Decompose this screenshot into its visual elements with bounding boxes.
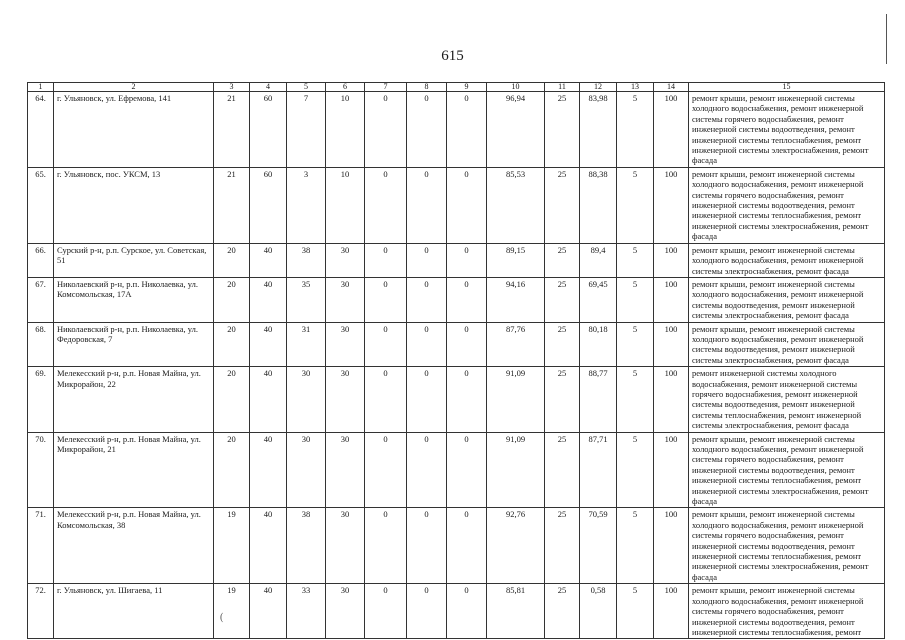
works-cell: ремонт крыши, ремонт инженерной системы холодного водоснабжения, ремонт инженерной системы горячего водоснабжения, ремонт инженерной системы водоотведения, ремонт инженерной системы теплоснабжения, ремонт инженерной системы электроснабжения, ремонт фасада — [689, 508, 885, 584]
address-cell: Мелекесский р-н, р.п. Новая Майна, ул. Микрорайон, 21 — [54, 432, 214, 508]
value-cell-c6: 30 — [326, 508, 365, 584]
value-cell-c14: 100 — [654, 277, 689, 322]
row-number-cell: 66. — [28, 243, 54, 277]
value-cell-c5: 35 — [287, 277, 326, 322]
table-row — [28, 167, 885, 243]
column-number: 1 — [28, 83, 54, 92]
value-cell-c10: 96,94 — [487, 92, 545, 168]
table-row — [28, 92, 885, 168]
row-number-cell: 65. — [28, 167, 54, 243]
value-cell-c4: 60 — [250, 92, 287, 168]
value-cell-c12: 88,77 — [580, 367, 617, 432]
value-cell-c8: 0 — [407, 243, 447, 277]
value-cell-c3: 21 — [214, 167, 250, 243]
value-cell-c13: 5 — [617, 584, 654, 639]
column-number-row — [28, 83, 885, 92]
value-cell-c12: 0,58 — [580, 584, 617, 639]
value-cell-c7: 0 — [365, 322, 407, 367]
address-cell: Мелекесский р-н, р.п. Новая Майна, ул. Микрорайон, 22 — [54, 367, 214, 432]
works-cell: ремонт крыши, ремонт инженерной системы холодного водоснабжения, ремонт инженерной системы водоотведения, ремонт инженерной системы электроснабжения, ремонт фасада — [689, 277, 885, 322]
value-cell-c10: 94,16 — [487, 277, 545, 322]
value-cell-c4: 40 — [250, 584, 287, 639]
scan-edge-mark — [886, 14, 887, 64]
column-number: 9 — [447, 83, 487, 92]
value-cell-c3: 20 — [214, 243, 250, 277]
value-cell-c10: 91,09 — [487, 367, 545, 432]
table-row — [28, 243, 885, 277]
value-cell-c12: 69,45 — [580, 277, 617, 322]
value-cell-c7: 0 — [365, 92, 407, 168]
works-cell: ремонт крыши, ремонт инженерной системы холодного водоснабжения, ремонт инженерной системы горячего водоснабжения, ремонт инженерной системы водоотведения, ремонт инженерной системы теплоснабжения, ремонт инженерной системы электроснабжения, ремонт фасада — [689, 92, 885, 168]
value-cell-c5: 38 — [287, 243, 326, 277]
column-number: 7 — [365, 83, 407, 92]
column-number: 8 — [407, 83, 447, 92]
value-cell-c8: 0 — [407, 322, 447, 367]
column-number: 11 — [545, 83, 580, 92]
table-row — [28, 322, 885, 367]
row-number-cell: 69. — [28, 367, 54, 432]
address-cell: Мелекесский р-н, р.п. Новая Майна, ул. Комсомольская, 38 — [54, 508, 214, 584]
value-cell-c8: 0 — [407, 167, 447, 243]
row-number-cell: 67. — [28, 277, 54, 322]
value-cell-c13: 5 — [617, 243, 654, 277]
value-cell-c7: 0 — [365, 584, 407, 639]
value-cell-c8: 0 — [407, 432, 447, 508]
value-cell-c9: 0 — [447, 367, 487, 432]
value-cell-c13: 5 — [617, 167, 654, 243]
value-cell-c10: 85,53 — [487, 167, 545, 243]
row-number-cell: 70. — [28, 432, 54, 508]
value-cell-c12: 70,59 — [580, 508, 617, 584]
address-cell: Сурский р-н, р.п. Сурское, ул. Советская, 51 — [54, 243, 214, 277]
works-cell: ремонт крыши, ремонт инженерной системы холодного водоснабжения, ремонт инженерной системы водоотведения, ремонт инженерной системы электроснабжения, ремонт фасада — [689, 322, 885, 367]
table-row — [28, 277, 885, 322]
column-number: 15 — [689, 83, 885, 92]
value-cell-c13: 5 — [617, 92, 654, 168]
address-cell: г. Ульяновск, ул. Шигаева, 11 — [54, 584, 214, 639]
row-number-cell: 68. — [28, 322, 54, 367]
value-cell-c7: 0 — [365, 167, 407, 243]
table-row — [28, 367, 885, 432]
value-cell-c12: 83,98 — [580, 92, 617, 168]
value-cell-c3: 21 — [214, 92, 250, 168]
value-cell-c14: 100 — [654, 367, 689, 432]
value-cell-c4: 40 — [250, 508, 287, 584]
works-cell: ремонт крыши, ремонт инженерной системы холодного водоснабжения, ремонт инженерной системы горячего водоснабжения, ремонт инженерной системы водоотведения, ремонт инженерной системы теплоснабжения, ремонт инженерной системы электроснабжения, ремонт фасада — [689, 432, 885, 508]
value-cell-c11: 25 — [545, 92, 580, 168]
value-cell-c11: 25 — [545, 322, 580, 367]
value-cell-c13: 5 — [617, 277, 654, 322]
value-cell-c7: 0 — [365, 508, 407, 584]
value-cell-c7: 0 — [365, 432, 407, 508]
value-cell-c9: 0 — [447, 92, 487, 168]
value-cell-c3: 20 — [214, 277, 250, 322]
value-cell-c9: 0 — [447, 277, 487, 322]
value-cell-c12: 88,38 — [580, 167, 617, 243]
table-row — [28, 432, 885, 508]
value-cell-c5: 7 — [287, 92, 326, 168]
value-cell-c6: 30 — [326, 243, 365, 277]
column-number: 3 — [214, 83, 250, 92]
value-cell-c7: 0 — [365, 277, 407, 322]
table-row — [28, 584, 885, 639]
value-cell-c7: 0 — [365, 367, 407, 432]
column-number: 5 — [287, 83, 326, 92]
value-cell-c13: 5 — [617, 322, 654, 367]
page-number: 615 — [441, 48, 464, 64]
value-cell-c13: 5 — [617, 508, 654, 584]
value-cell-c4: 40 — [250, 367, 287, 432]
value-cell-c5: 3 — [287, 167, 326, 243]
value-cell-c6: 30 — [326, 367, 365, 432]
column-number: 14 — [654, 83, 689, 92]
table-row — [28, 508, 885, 584]
works-cell: ремонт крыши, ремонт инженерной системы холодного водоснабжения, ремонт инженерной системы горячего водоснабжения, ремонт инженерной системы водоотведения, ремонт инженерной системы теплоснабжения, ремонт — [689, 584, 885, 639]
value-cell-c4: 40 — [250, 243, 287, 277]
value-cell-c3: 19 — [214, 508, 250, 584]
column-number: 13 — [617, 83, 654, 92]
address-cell: г. Ульяновск, ул. Ефремова, 141 — [54, 92, 214, 168]
value-cell-c8: 0 — [407, 277, 447, 322]
scan-mark: ( — [220, 612, 224, 623]
value-cell-c8: 0 — [407, 92, 447, 168]
value-cell-c10: 91,09 — [487, 432, 545, 508]
value-cell-c11: 25 — [545, 432, 580, 508]
value-cell-c5: 31 — [287, 322, 326, 367]
works-cell: ремонт крыши, ремонт инженерной системы холодного водоснабжения, ремонт инженерной системы электроснабжения, ремонт фасада — [689, 243, 885, 277]
value-cell-c14: 100 — [654, 322, 689, 367]
value-cell-c5: 30 — [287, 432, 326, 508]
value-cell-c3: 19 — [214, 584, 250, 639]
address-cell: Николаевский р-н, р.п. Николаевка, ул. Комсомольская, 17А — [54, 277, 214, 322]
value-cell-c6: 10 — [326, 92, 365, 168]
value-cell-c9: 0 — [447, 508, 487, 584]
value-cell-c14: 100 — [654, 508, 689, 584]
value-cell-c14: 100 — [654, 167, 689, 243]
value-cell-c11: 25 — [545, 167, 580, 243]
column-number: 6 — [326, 83, 365, 92]
value-cell-c5: 30 — [287, 367, 326, 432]
value-cell-c12: 89,4 — [580, 243, 617, 277]
value-cell-c7: 0 — [365, 243, 407, 277]
value-cell-c10: 89,15 — [487, 243, 545, 277]
value-cell-c3: 20 — [214, 432, 250, 508]
value-cell-c6: 10 — [326, 167, 365, 243]
value-cell-c9: 0 — [447, 322, 487, 367]
value-cell-c6: 30 — [326, 322, 365, 367]
value-cell-c5: 38 — [287, 508, 326, 584]
value-cell-c9: 0 — [447, 167, 487, 243]
value-cell-c6: 30 — [326, 277, 365, 322]
value-cell-c4: 40 — [250, 432, 287, 508]
value-cell-c10: 92,76 — [487, 508, 545, 584]
value-cell-c9: 0 — [447, 243, 487, 277]
value-cell-c13: 5 — [617, 432, 654, 508]
column-number: 10 — [487, 83, 545, 92]
value-cell-c8: 0 — [407, 508, 447, 584]
value-cell-c3: 20 — [214, 322, 250, 367]
column-number: 12 — [580, 83, 617, 92]
value-cell-c14: 100 — [654, 243, 689, 277]
column-number: 4 — [250, 83, 287, 92]
value-cell-c11: 25 — [545, 243, 580, 277]
address-cell: Николаевский р-н, р.п. Николаевка, ул. Федоровская, 7 — [54, 322, 214, 367]
value-cell-c14: 100 — [654, 92, 689, 168]
value-cell-c11: 25 — [545, 277, 580, 322]
value-cell-c12: 80,18 — [580, 322, 617, 367]
value-cell-c4: 40 — [250, 277, 287, 322]
value-cell-c9: 0 — [447, 432, 487, 508]
row-number-cell: 64. — [28, 92, 54, 168]
value-cell-c11: 25 — [545, 508, 580, 584]
repair-program-table — [27, 82, 885, 639]
value-cell-c10: 85,81 — [487, 584, 545, 639]
value-cell-c4: 40 — [250, 322, 287, 367]
works-cell: ремонт крыши, ремонт инженерной системы холодного водоснабжения, ремонт инженерной системы горячего водоснабжения, ремонт инженерной системы водоотведения, ремонт инженерной системы теплоснабжения, ремонт инженерной системы электроснабжения, ремонт фасада — [689, 167, 885, 243]
value-cell-c12: 87,71 — [580, 432, 617, 508]
value-cell-c11: 25 — [545, 584, 580, 639]
row-number-cell: 72. — [28, 584, 54, 639]
value-cell-c10: 87,76 — [487, 322, 545, 367]
value-cell-c14: 100 — [654, 584, 689, 639]
value-cell-c8: 0 — [407, 584, 447, 639]
value-cell-c6: 30 — [326, 584, 365, 639]
column-number: 2 — [54, 83, 214, 92]
address-cell: г. Ульяновск, пос. УКСМ, 13 — [54, 167, 214, 243]
value-cell-c9: 0 — [447, 584, 487, 639]
value-cell-c13: 5 — [617, 367, 654, 432]
value-cell-c3: 20 — [214, 367, 250, 432]
value-cell-c4: 60 — [250, 167, 287, 243]
value-cell-c14: 100 — [654, 432, 689, 508]
value-cell-c11: 25 — [545, 367, 580, 432]
value-cell-c8: 0 — [407, 367, 447, 432]
value-cell-c5: 33 — [287, 584, 326, 639]
value-cell-c6: 30 — [326, 432, 365, 508]
row-number-cell: 71. — [28, 508, 54, 584]
works-cell: ремонт инженерной системы холодного водоснабжения, ремонт инженерной системы горячего водоснабжения, ремонт инженерной системы водоотведения, ремонт инженерной системы теплоснабжения, ремонт инженерной системы электроснабжения, ремонт фасада — [689, 367, 885, 432]
